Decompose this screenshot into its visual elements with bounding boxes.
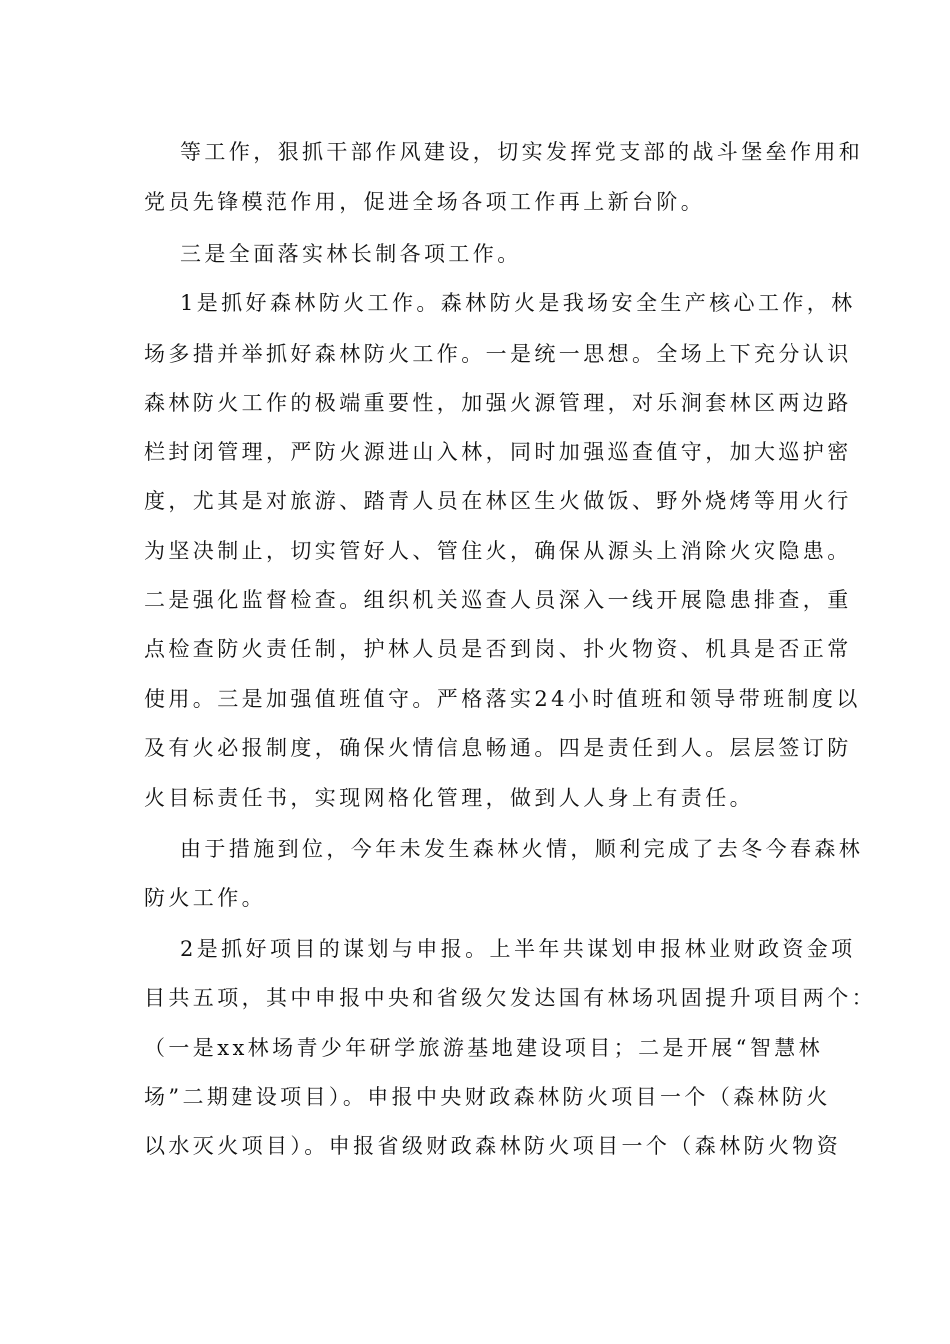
text-line: 度，尤其是对旅游、踏青人员在林区生火做饭、野外烧烤等用火行 [144,489,852,513]
text-line: 为坚决制止，切实管好人、管住火，确保从源头上消除火灾隐患。 [144,539,852,563]
text-line: 目共五项，其中申报中央和省级欠发达国有林场巩固提升项目两个： [144,986,876,1010]
text-line: 火目标责任书，实现网格化管理，做到人人身上有责任。 [144,786,754,810]
text-line: 场”二期建设项目）。申报中央财政森林防火项目一个（森林防火 [144,1085,831,1109]
text-line: 森林防火工作的极端重要性，加强火源管理，对乐涧套林区两边路 [144,391,852,415]
text-line: 党员先锋模范作用，促进全场各项工作再上新台阶。 [144,190,706,214]
text-line: 使用。三是加强值班值守。严格落实24小时值班和领导带班制度以 [144,687,861,711]
text-line: 二是强化监督检查。组织机关巡查人员深入一线开展隐患排查，重 [144,588,852,612]
text-line: 由于措施到位，今年未发生森林火情，顺利完成了去冬今春森林 [180,837,864,861]
text-line: 及有火必报制度，确保火情信息畅通。四是责任到人。层层签订防 [144,736,852,760]
text-line: 栏封闭管理，严防火源进山入林，同时加强巡查值守，加大巡护密 [144,440,852,464]
text-line: （一是xx林场青少年研学旅游基地建设项目；二是开展“智慧林 [144,1036,824,1060]
text-line: 1是抓好森林防火工作。森林防火是我场安全生产核心工作，林 [180,291,856,315]
text-line: 2是抓好项目的谋划与申报。上半年共谋划申报林业财政资金项 [180,937,856,961]
text-line: 以水灭火项目）。申报省级财政森林防火项目一个（森林防火物资 [144,1134,842,1158]
text-line: 点检查防火责任制，护林人员是否到岗、扑火物资、机具是否正常 [144,637,852,661]
text-line: 三是全面落实林长制各项工作。 [180,242,522,266]
text-line: 等工作，狠抓干部作风建设，切实发挥党支部的战斗堡垒作用和 [180,140,864,164]
text-line: 防火工作。 [144,886,266,910]
text-line: 场多措并举抓好森林防火工作。一是统一思想。全场上下充分认识 [144,342,852,366]
